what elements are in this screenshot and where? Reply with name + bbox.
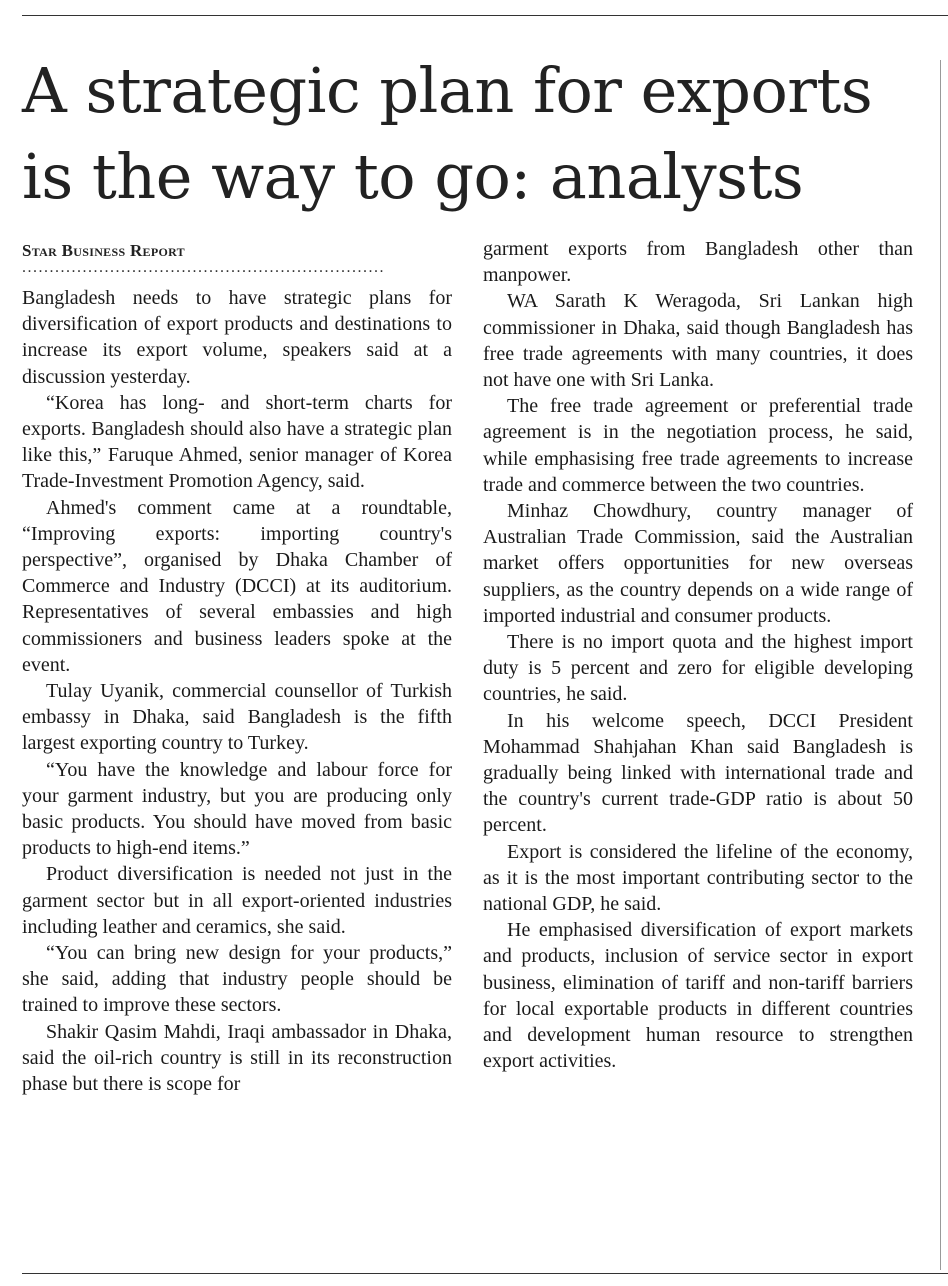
paragraph: Tulay Uyanik, commercial counsellor of Turkish embassy in Dhaka, said Bangladesh is the fifth largest exporting country to Turkey. <box>22 680 452 755</box>
paragraph: “You have the knowledge and labour force for your garment industry, but you are producing only basic products. You should have moved from basic products to high-end items.” <box>22 758 452 860</box>
paragraph: He emphasised diversification of export markets and products, inclusion of service sector in export business, elimination of tariff and non-tariff barriers for local exportable products in different countries and development human resource to strengthen export activities. <box>483 919 913 1073</box>
column-separator <box>940 60 941 1270</box>
paragraph: There is no import quota and the highest import duty is 5 percent and zero for eligible developing countries, he said. <box>483 631 913 706</box>
article-body-left-column <box>22 285 452 1097</box>
byline: Star Business Report <box>22 241 185 260</box>
paragraph: The free trade agreement or preferential trade agreement is in the negotiation process, he said, while emphasising free trade agreements to increase trade and commerce between the two countries. <box>483 395 913 496</box>
bottom-rule <box>22 1273 948 1274</box>
paragraph: Minhaz Chowdhury, country manager of Australian Trade Commission, said the Australian market offers opportunities for new overseas suppliers, as the country depends on a wide range of imported industrial and consumer products. <box>483 500 913 627</box>
paragraph: Ahmed's comment came at a roundtable, “Improving exports: importing country's perspective”, organised by Dhaka Chamber of Commerce and Industry (DCCI) at its auditorium. Representatives of several embassies and high commissioners and business leaders spoke at the event. <box>22 496 452 676</box>
paragraph: Export is considered the lifeline of the economy, as it is the most important contributing sector to the national GDP, he said. <box>483 840 913 916</box>
headline <box>22 48 922 220</box>
paragraph: In his welcome speech, DCCI President Mohammad Shahjahan Khan said Bangladesh is gradually being linked with international trade and the country's current trade-GDP ratio is about 50 percent. <box>483 709 913 837</box>
headline-line-2: is the way to go: analysts <box>22 140 804 213</box>
top-rule <box>22 15 948 16</box>
paragraph: garment exports from Bangladesh other than manpower. <box>483 238 913 287</box>
article-body-right-column <box>483 236 913 1075</box>
paragraph: Shakir Qasim Mahdi, Iraqi ambassador in Dhaka, said the oil-rich country is still in its reconstruction phase but there is scope for <box>22 1020 452 1096</box>
paragraph: “Korea has long- and short-term charts for exports. Bangladesh should also have a strategic plan like this,” Faruque Ahmed, senior manager of Korea Trade-Investment Promotion Agency, said. <box>22 391 452 493</box>
byline-separator: .................................................................. <box>22 259 385 276</box>
paragraph: Product diversification is needed not just in the garment sector but in all export-oriented industries including leather and ceramics, she said. <box>22 863 452 938</box>
paragraph: “You can bring new design for your products,” she said, adding that industry people should be trained to improve these sectors. <box>22 942 452 1017</box>
paragraph: WA Sarath K Weragoda, Sri Lankan high commissioner in Dhaka, said though Bangladesh has free trade agreements with many countries, it does not have one with Sri Lanka. <box>483 290 913 392</box>
paragraph: Bangladesh needs to have strategic plans for diversification of export products and destinations to increase its export volume, speakers said at a discussion yesterday. <box>22 287 452 388</box>
headline-line-1: A strategic plan for exports <box>22 54 873 127</box>
